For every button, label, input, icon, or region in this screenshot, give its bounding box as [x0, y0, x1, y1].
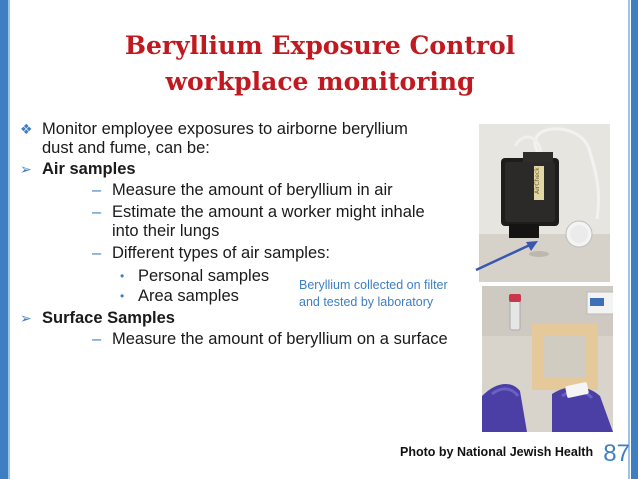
- sub-bullet-measure-surface-text: Measure the amount of beryllium on a surface: [112, 330, 448, 348]
- dash-bullet-icon: –: [92, 330, 102, 348]
- sub-bullet-estimate-line-2: into their lungs: [112, 222, 220, 240]
- arrow-bullet-icon: ➢: [20, 310, 32, 326]
- bullet-monitor-line-1: Monitor employee exposures to airborne beryllium: [42, 120, 408, 138]
- sub-bullet-measure-air-text: Measure the amount of beryllium in air: [112, 181, 393, 199]
- dot-bullet-icon: •: [120, 289, 125, 303]
- surface-wipe-sampling-photo: [482, 286, 613, 432]
- filter-caption-line-1: Beryllium collected on filter: [299, 278, 448, 292]
- pointer-arrow-icon: [468, 232, 548, 282]
- sub-bullet-measure-surface: [20, 330, 490, 349]
- title-line-2: workplace monitoring: [165, 67, 475, 96]
- sub-bullet-types: [20, 244, 490, 263]
- right-border-band: [631, 0, 638, 479]
- diamond-bullet-icon: ❖: [20, 121, 33, 137]
- bullet-air-samples-text: Air samples: [42, 160, 136, 178]
- filter-caption-line-2: and tested by laboratory: [299, 295, 434, 309]
- sub-sub-bullet-area-text: Area samples: [138, 287, 239, 305]
- dash-bullet-icon: –: [92, 181, 102, 199]
- filter-caption: [299, 277, 489, 311]
- bullet-surface-samples-text: Surface Samples: [42, 309, 175, 327]
- title-line-1: Beryllium Exposure Control: [124, 31, 516, 60]
- photo-credit: Photo by National Jewish Health: [400, 445, 594, 459]
- sub-bullet-measure-air: [20, 181, 490, 200]
- right-border-accent: [628, 0, 630, 479]
- bullet-monitor: [20, 120, 490, 158]
- pump-label-text: AirCheck: [534, 167, 541, 194]
- bullet-list: [20, 120, 490, 352]
- arrow-bullet-icon: ➢: [20, 161, 32, 177]
- page-number: 87: [603, 440, 630, 467]
- bullet-monitor-line-2: dust and fume, can be:: [42, 139, 210, 157]
- sub-sub-bullet-personal-text: Personal samples: [138, 267, 270, 285]
- slide-title: [40, 28, 600, 100]
- dash-bullet-icon: –: [92, 244, 102, 262]
- dash-bullet-icon: –: [92, 203, 102, 221]
- dot-bullet-icon: •: [120, 269, 125, 283]
- sub-bullet-types-text: Different types of air samples:: [112, 244, 330, 262]
- left-border-band: [0, 0, 8, 479]
- bullet-surface-samples: [20, 309, 490, 328]
- surface-wipe-illustration: [482, 286, 613, 432]
- sub-bullet-estimate-line-1: Estimate the amount a worker might inhale: [112, 203, 425, 221]
- bullet-air-samples: [20, 160, 490, 179]
- sub-bullet-estimate: [20, 203, 490, 241]
- left-border-accent: [8, 0, 10, 479]
